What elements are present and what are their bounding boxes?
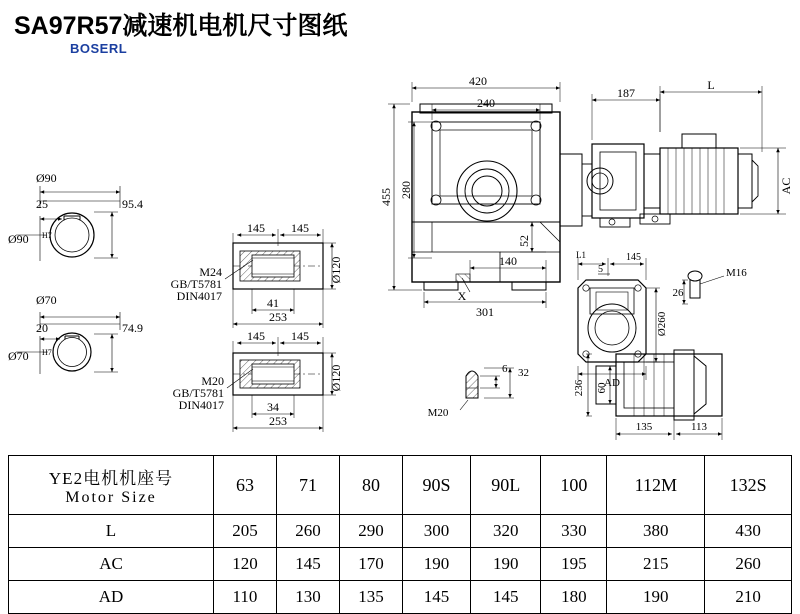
table-cell: 100 (541, 456, 607, 515)
dim-label-od120a: Ø120 (329, 256, 343, 284)
dim-label-34: 34 (267, 400, 279, 414)
table-cell: 380 (607, 515, 705, 548)
dim-label-26: 26 (672, 287, 684, 299)
dim-label-od90: Ø90 (36, 171, 57, 185)
table-row (9, 581, 792, 614)
table-cell: 320 (471, 515, 541, 548)
table-row (9, 548, 792, 581)
dim-L (660, 86, 762, 152)
table-cell: 260 (276, 515, 339, 548)
table-row (9, 515, 792, 548)
dim-label-52: 52 (517, 235, 531, 247)
table-cell: 205 (214, 515, 277, 548)
label-GB1: GB/T5781 (170, 277, 222, 291)
table-cell: 145 (471, 581, 541, 614)
motor-size-table (8, 455, 792, 614)
dim-label-L1: L1 (576, 250, 586, 260)
dim-label-240: 240 (477, 96, 495, 110)
technical-drawing (0, 36, 800, 446)
table-cell: 132S (705, 456, 792, 515)
table-cell: 112M (607, 456, 705, 515)
table-cell: 430 (705, 515, 792, 548)
dim-label-253b: 253 (269, 414, 287, 428)
dim-label-420: 420 (469, 74, 487, 88)
dim-label-20: 20 (36, 321, 48, 335)
dim-label-6: 6 (502, 363, 508, 375)
dim-label-145d: 145 (291, 329, 309, 343)
label-M20: M20 (201, 374, 224, 388)
motor-size-label-cn: YE2电机机座号 (48, 468, 174, 488)
table-cell: 63 (214, 456, 277, 515)
dim-label-AD: AD (604, 377, 620, 389)
dim-label-od70h7: Ø70 (8, 349, 29, 363)
table-cell: 180 (541, 581, 607, 614)
table-cell: 190 (471, 548, 541, 581)
table-cell: 80 (339, 456, 402, 515)
dim-label-74-9: 74.9 (122, 321, 143, 335)
table-rowhead-AC: AC (9, 548, 214, 581)
table-cell: 190 (607, 581, 705, 614)
label-M24: M24 (199, 265, 222, 279)
table-cell: 120 (214, 548, 277, 581)
table-cell: 290 (339, 515, 402, 548)
dim-label-113: 113 (690, 421, 708, 433)
table-cell: 195 (541, 548, 607, 581)
dim-label-236: 236 (573, 379, 585, 397)
table-row (9, 456, 792, 515)
table-cell: 90L (471, 456, 541, 515)
table-cell: 215 (607, 548, 705, 581)
dim-label-AC: AC (779, 177, 793, 195)
shaft-view-90 (16, 186, 120, 261)
dim-label-145b: 145 (291, 221, 309, 235)
table-cell: 135 (339, 581, 402, 614)
label-M20-key: M20 (427, 407, 449, 419)
motor-assembly-view (587, 134, 758, 227)
table-cell: 130 (276, 581, 339, 614)
eyebolt-detail (682, 271, 724, 304)
dim-label-od90h7-sup: H7 (42, 231, 52, 240)
dim-label-25: 25 (36, 197, 48, 211)
table-cell: 170 (339, 548, 402, 581)
table-cell: 145 (276, 548, 339, 581)
dim-label-140: 140 (499, 254, 517, 268)
table-cell: 260 (705, 548, 792, 581)
motor-size-label-en: Motor Size (65, 488, 157, 506)
dim-label-od70h7-sup: H7 (42, 348, 52, 357)
table-rowhead-L: L (9, 515, 214, 548)
label-GB2: GB/T5781 (172, 386, 224, 400)
dim-label-32: 32 (518, 367, 529, 379)
dim-label-145a: 145 (247, 221, 265, 235)
dim-label-L: L (707, 78, 715, 92)
dim-label-455: 455 (379, 188, 393, 206)
page-title: SA97R57减速机电机尺寸图纸 (14, 12, 348, 40)
table-cell: 145 (402, 581, 470, 614)
dim-label-X: X (457, 289, 467, 303)
dim-label-60: 60 (596, 382, 608, 394)
table-rowhead-motor-size (9, 456, 214, 515)
dim-label-145e: 145 (626, 252, 641, 263)
shaft-view-70 (16, 312, 120, 374)
table-cell: 190 (402, 548, 470, 581)
dim-label-253a: 253 (269, 310, 287, 324)
dim-label-187: 187 (617, 86, 635, 100)
table-rowhead-AD: AD (9, 581, 214, 614)
dim-label-301: 301 (476, 305, 494, 319)
table-cell: 300 (402, 515, 470, 548)
dim-label-od70: Ø70 (36, 293, 57, 307)
table-cell: 210 (705, 581, 792, 614)
brand-logo: BOSERL (70, 41, 128, 56)
dim-label-od120b: Ø120 (329, 364, 343, 392)
dim-label-41: 41 (267, 296, 279, 310)
dim-label-od260: Ø260 (656, 311, 668, 337)
dim-label-5: 5 (598, 264, 603, 275)
label-DIN2: DIN4017 (178, 398, 224, 412)
dim-label-145c: 145 (247, 329, 265, 343)
dim-label-95-4: 95.4 (122, 197, 143, 211)
table-cell: 90S (402, 456, 470, 515)
table-cell: 71 (276, 456, 339, 515)
dim-label-od90h7: Ø90 (8, 232, 29, 246)
label-DIN1: DIN4017 (176, 289, 222, 303)
dim-label-280: 280 (399, 181, 413, 199)
table-cell: 110 (214, 581, 277, 614)
table-cell: 330 (541, 515, 607, 548)
label-M16: M16 (726, 267, 747, 279)
dim-187 (592, 94, 660, 140)
drawing-svg (0, 36, 800, 446)
dim-label-135: 135 (635, 421, 653, 433)
